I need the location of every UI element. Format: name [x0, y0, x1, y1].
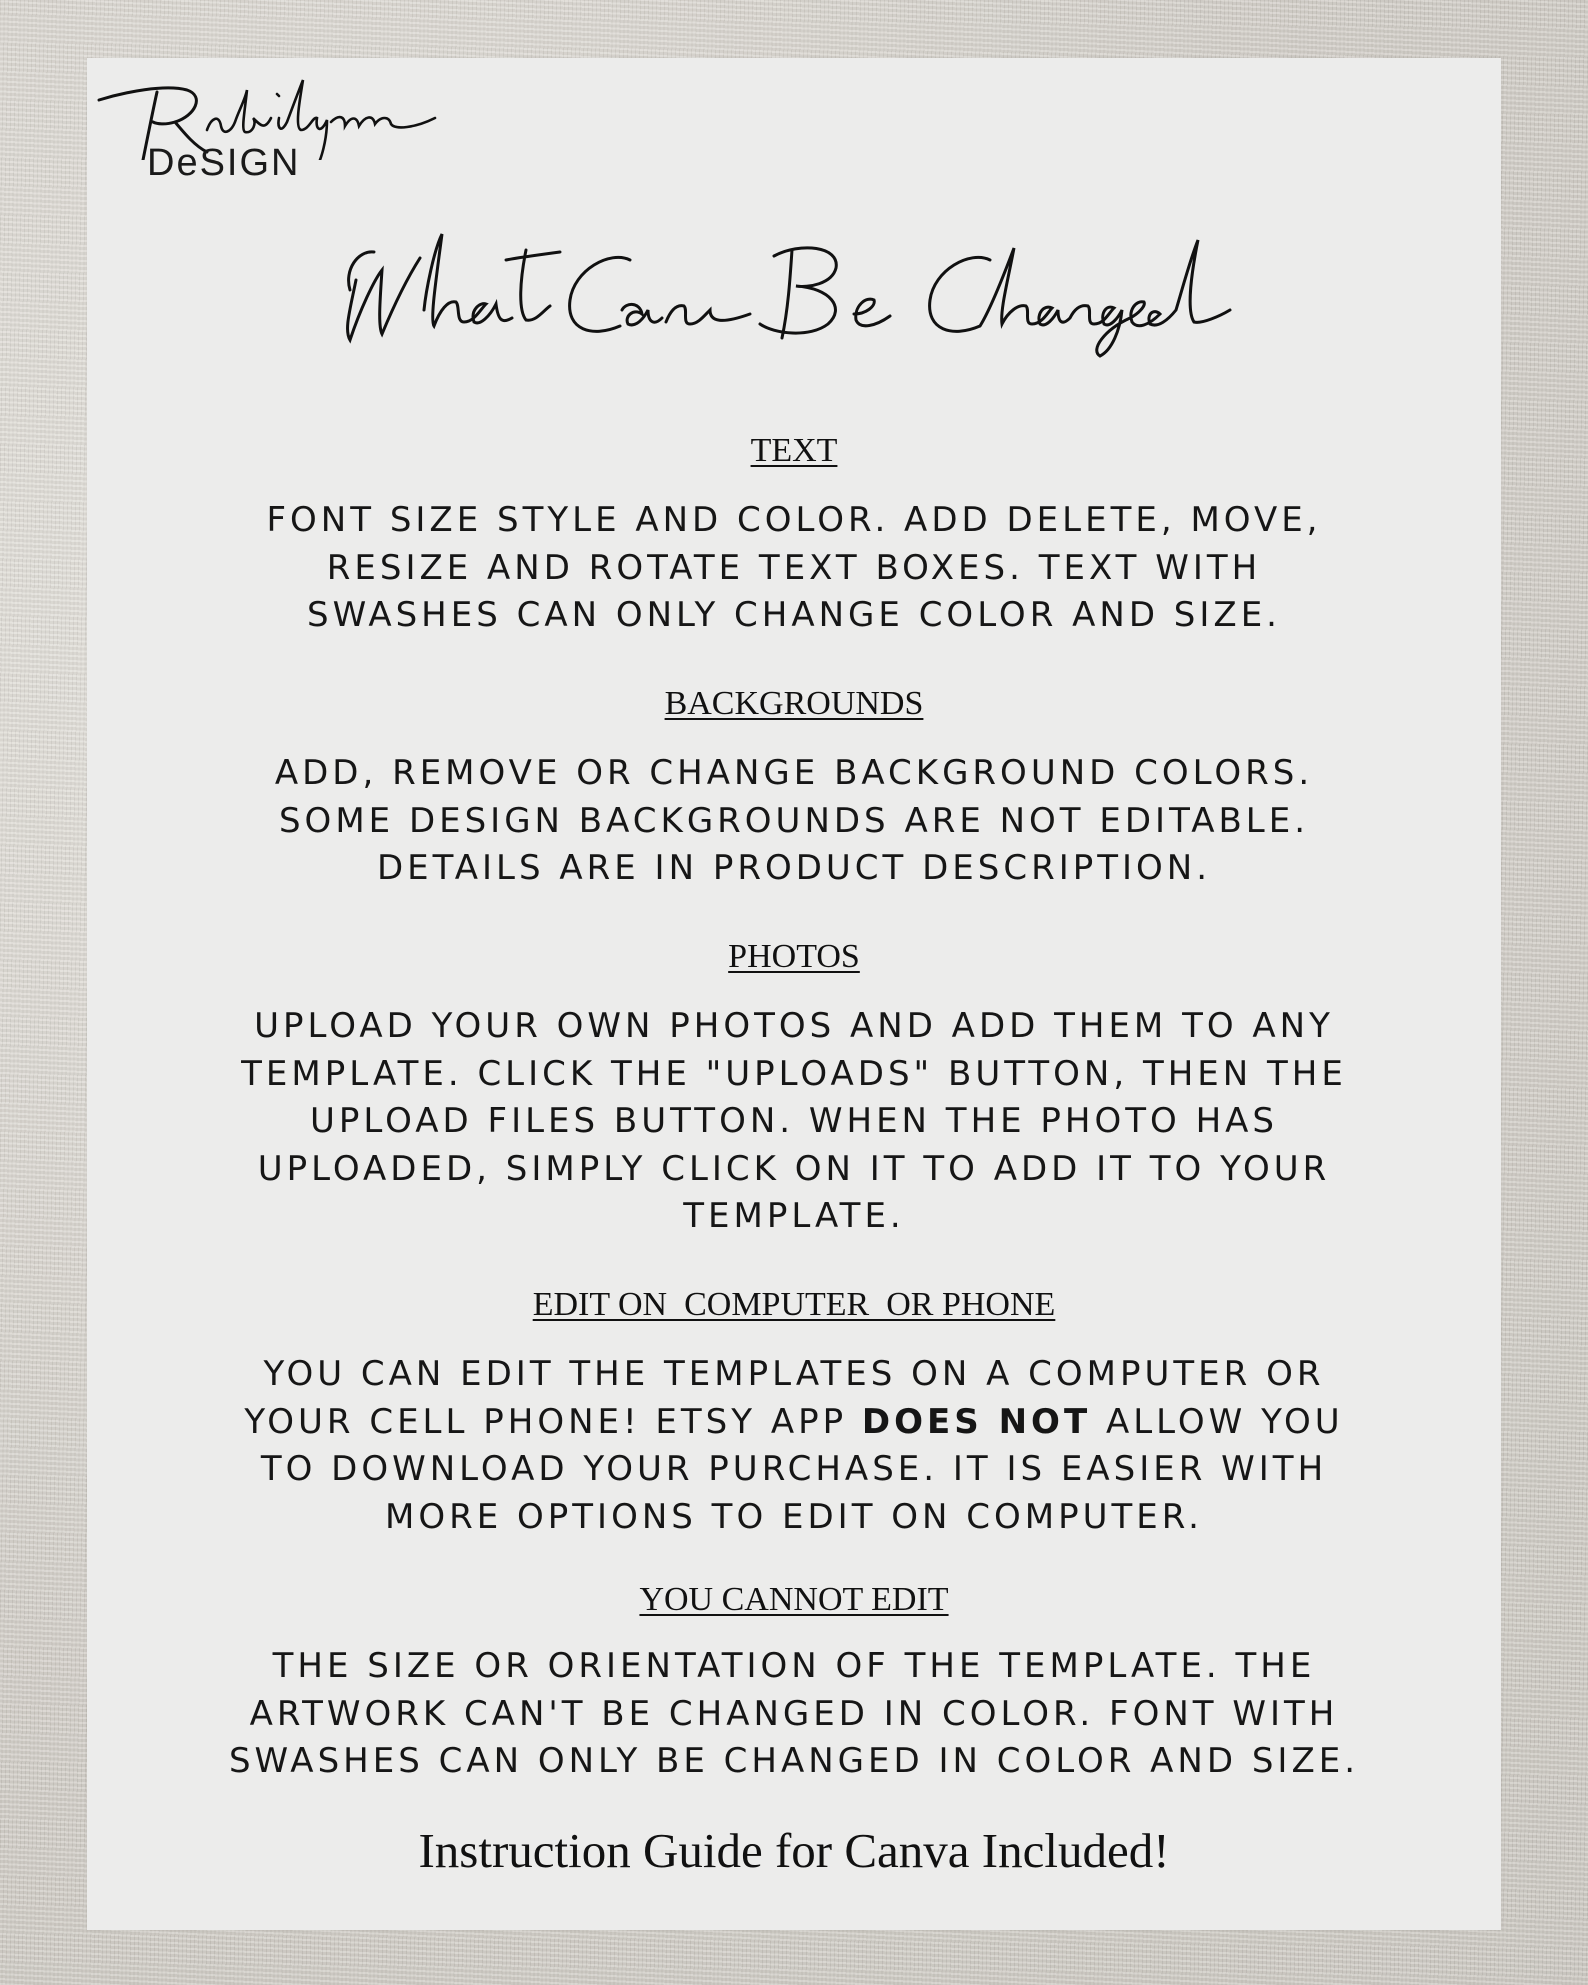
photos-line-5: TEMPLATE.	[683, 1196, 905, 1236]
photos-line-3: UPLOAD FILES BUTTON. WHEN THE PHOTO HAS	[310, 1101, 1278, 1141]
text-line-1: FONT SIZE STYLE AND COLOR. ADD DELETE, MOVE,	[266, 500, 1322, 540]
section-heading-edit-device: EDIT ON COMPUTER OR PHONE	[532, 1286, 1056, 1323]
edit-device-line-4: MORE OPTIONS TO EDIT ON COMPUTER.	[385, 1496, 1203, 1537]
edit-device-line-1: YOU CAN EDIT THE TEMPLATES ON A COMPUTER OR	[263, 1354, 1325, 1394]
photos-line-2: TEMPLATE. CLICK THE "UPLOADS" BUTTON, THEN THE	[241, 1053, 1347, 1094]
brand-logo	[95, 70, 455, 190]
section-body-edit-device	[0, 1351, 1588, 1541]
backgrounds-line-3: DETAILS ARE IN PRODUCT DESCRIPTION.	[376, 848, 1212, 888]
cannot-edit-line-3: SWASHES CAN ONLY BE CHANGED IN COLOR AND SIZE.	[228, 1741, 1360, 1781]
edit-device-line-2-end: ALLOW YOU	[1091, 1401, 1344, 1442]
text-line-2: RESIZE AND ROTATE TEXT BOXES. TEXT WITH	[326, 547, 1262, 588]
edit-device-line-2	[0, 1399, 1588, 1447]
edit-device-line-3: TO DOWNLOAD YOUR PURCHASE. IT IS EASIER WITH	[260, 1449, 1328, 1489]
section-body-photos	[0, 1003, 1588, 1241]
photos-line-4: UPLOADED, SIMPLY CLICK ON IT TO ADD IT TO YOUR	[257, 1148, 1331, 1189]
edit-device-line-2-start: YOUR CELL PHONE! ETSY APP	[244, 1401, 862, 1442]
text-line-3: SWASHES CAN ONLY CHANGE COLOR AND SIZE.	[307, 595, 1281, 635]
section-heading-photos: PHOTOS	[728, 938, 860, 975]
section-body-cannot-edit	[0, 1643, 1588, 1786]
section-body-text	[0, 497, 1588, 640]
logo-design-text: DeSIGN	[147, 142, 301, 184]
section-heading-backgrounds: BACKGROUNDS	[664, 685, 924, 722]
backgrounds-line-2: SOME DESIGN BACKGROUNDS ARE NOT EDITABLE.	[278, 800, 1310, 841]
cannot-edit-line-2: ARTWORK CAN'T BE CHANGED IN COLOR. FONT WITH	[249, 1693, 1339, 1734]
section-heading-text: TEXT	[750, 432, 838, 469]
cannot-edit-line-1: THE SIZE OR ORIENTATION OF THE TEMPLATE. THE	[272, 1646, 1316, 1686]
page-title	[330, 230, 1260, 360]
footer-note: Instruction Guide for Canva Included!	[418, 1823, 1170, 1878]
backgrounds-line-1: ADD, REMOVE OR CHANGE BACKGROUND COLORS.	[274, 753, 1314, 793]
section-heading-cannot-edit: YOU CANNOT EDIT	[639, 1581, 949, 1618]
section-body-backgrounds	[0, 750, 1588, 893]
photos-line-1: UPLOAD YOUR OWN PHOTOS AND ADD THEM TO ANY	[254, 1006, 1334, 1046]
does-not-emphasis: DOES NOT	[861, 1401, 1092, 1442]
